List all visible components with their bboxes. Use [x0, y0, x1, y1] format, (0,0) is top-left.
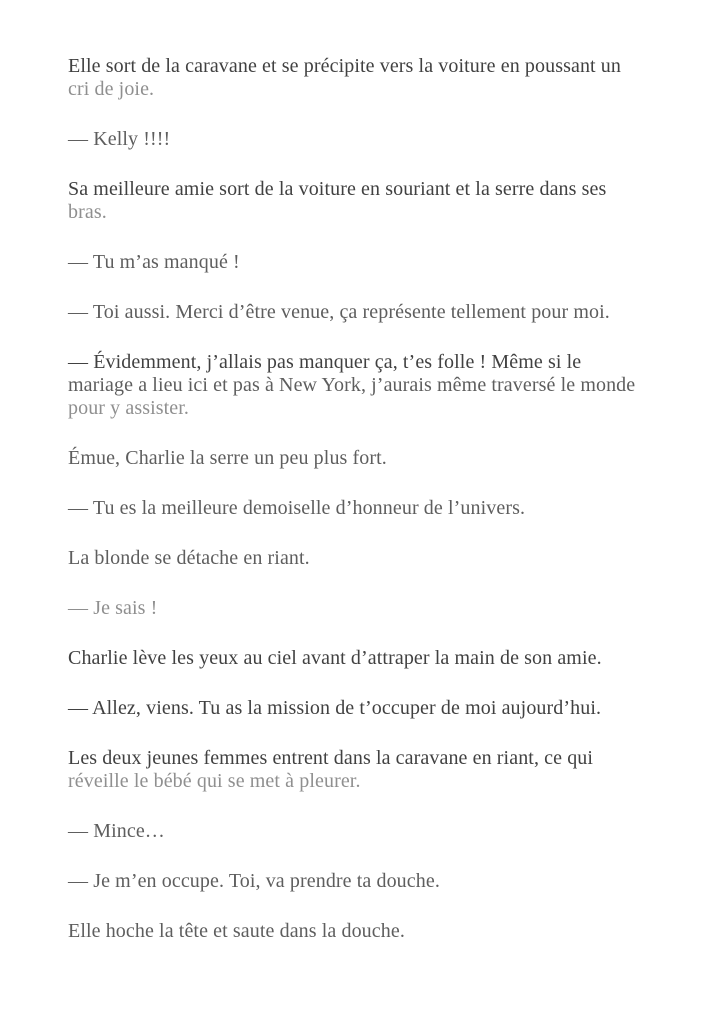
- paragraph: [68, 547, 680, 570]
- dialogue-line: — Tu es la meilleure demoiselle d’honneur de l’univers.: [68, 497, 526, 519]
- narration-line: Elle hoche la tête et saute dans la douche.: [68, 920, 405, 942]
- narration-line: Elle sort de la caravane et se précipite vers la voiture en poussant un: [68, 55, 621, 77]
- dialogue-line: — Mince…: [68, 820, 165, 842]
- dialogue-line: — Évidemment, j’allais pas manquer ça, t’es folle ! Même si le: [68, 351, 582, 373]
- dialogue-line: pour y assister.: [68, 397, 190, 419]
- paragraph: [68, 647, 680, 670]
- narration-line: Sa meilleure amie sort de la voiture en souriant et la serre dans ses: [68, 178, 607, 200]
- dialogue-line: — Je sais !: [68, 597, 158, 619]
- paragraph: [68, 697, 680, 720]
- paragraph: [68, 870, 680, 893]
- paragraph: [68, 597, 680, 620]
- dialogue-line: — Tu m’as manqué !: [68, 251, 240, 273]
- narration-line: Émue, Charlie la serre un peu plus fort.: [68, 447, 387, 469]
- narration-line: réveille le bébé qui se met à pleurer.: [68, 770, 361, 792]
- paragraph: [68, 301, 680, 324]
- narration-line: bras.: [68, 201, 107, 223]
- paragraph: [68, 447, 680, 470]
- dialogue-line: — Allez, viens. Tu as la mission de t’occuper de moi aujourd’hui.: [68, 697, 602, 719]
- paragraph: [68, 251, 680, 274]
- paragraph: [68, 55, 680, 101]
- narration-line: Charlie lève les yeux au ciel avant d’attraper la main de son amie.: [68, 647, 602, 669]
- paragraph: [68, 820, 680, 843]
- paragraph: [68, 747, 680, 793]
- dialogue-line: — Je m’en occupe. Toi, va prendre ta douche.: [68, 870, 440, 892]
- paragraph: [68, 351, 680, 420]
- dialogue-line: mariage a lieu ici et pas à New York, j’aurais même traversé le monde: [68, 374, 636, 396]
- narration-line: cri de joie.: [68, 78, 155, 100]
- narration-line: La blonde se détache en riant.: [68, 547, 310, 569]
- dialogue-line: — Toi aussi. Merci d’être venue, ça représente tellement pour moi.: [68, 301, 610, 323]
- dialogue-line: — Kelly !!!!: [68, 128, 171, 150]
- paragraph: [68, 920, 680, 943]
- paragraph: [68, 178, 680, 224]
- paragraph: [68, 128, 680, 151]
- narration-line: Les deux jeunes femmes entrent dans la caravane en riant, ce qui: [68, 747, 594, 769]
- paragraph: [68, 497, 680, 520]
